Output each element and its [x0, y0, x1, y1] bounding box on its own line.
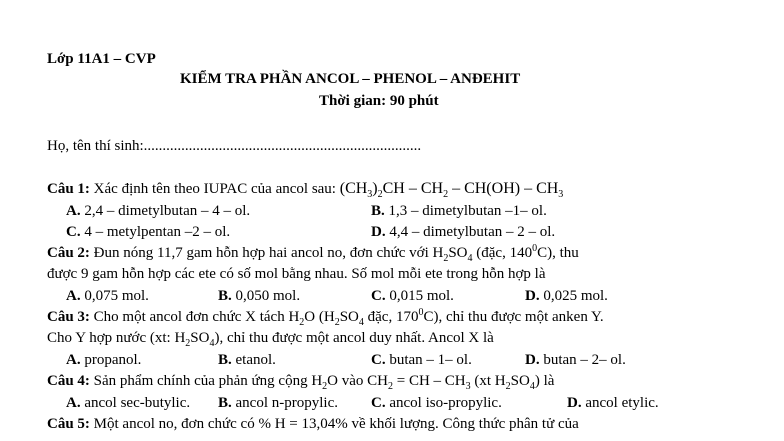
exam-time: Thời gian: 90 phút	[319, 93, 439, 109]
option-b: B. ancol n-propylic.	[218, 395, 338, 411]
option-c: C. 0,015 mol.	[371, 288, 454, 304]
question-number: Câu 3:	[47, 309, 90, 325]
question-text: Xác định tên theo IUPAC của ancol sau:	[89, 181, 340, 197]
option-a: A. ancol sec-butylic.	[66, 395, 191, 411]
question-5: Câu 5: Một ancol no, đơn chức có % H = 13,04% về khối lượng. Công thức phân tử của	[47, 416, 579, 432]
question-2: Câu 2: Đun nóng 11,7 gam hỗn hợp hai ancol no, đơn chức với $H_2SO_4$ (đặc, $140^0C$), thu	[47, 243, 579, 264]
option-a: A. 0,075 mol.	[66, 288, 149, 304]
option-a: A. propanol.	[66, 352, 142, 368]
class-label: Lớp 11A1 – CVP	[47, 51, 156, 67]
option-d: D. 4,4 – dimetylbutan – 2 – ol.	[371, 224, 556, 240]
option-d: D. butan – 2– ol.	[525, 352, 626, 368]
option-c: C. 4 – metylpentan –2 – ol.	[66, 224, 231, 240]
question-3-line-2: Cho Y hợp nước (xt: $H_2SO_4$), chỉ thu được một ancol duy nhất. Ancol X là	[47, 330, 494, 349]
student-name-line: Họ, tên thí sinh:..........................................................................	[47, 138, 422, 154]
question-number: Câu 4:	[47, 373, 90, 389]
question-number: Câu 5:	[47, 416, 90, 432]
option-c: C. butan – 1– ol.	[371, 352, 472, 368]
option-b: B. 0,050 mol.	[218, 288, 301, 304]
question-3: Câu 3: Cho một ancol đơn chức X tách $H_2O$ ($H_2SO_4$ đặc, $170^0C$), chỉ thu được một anken Y.	[47, 307, 604, 328]
exam-title: KIỂM TRA PHẦN ANCOL – PHENOL – ANĐEHIT	[180, 71, 521, 87]
question-number: Câu 1:	[47, 181, 90, 197]
option-b: B. etanol.	[218, 352, 276, 368]
question-2-line-2: được 9 gam hỗn hợp các ete có số mol bằng nhau. Số mol mỗi ete trong hỗn hợp là	[47, 266, 546, 282]
option-c: C. ancol iso-propylic.	[371, 395, 502, 411]
option-b: B. 1,3 – dimetylbutan –1– ol.	[371, 203, 547, 219]
question-4: Câu 4: Sản phẩm chính của phản ứng cộng $H_2O$ vào $CH_2$ = CH – $CH_3$ (xt $H_2SO_4$) là	[47, 373, 555, 392]
option-d: D. 0,025 mol.	[525, 288, 608, 304]
option-d: D. ancol etylic.	[567, 395, 659, 411]
question-1	[47, 179, 563, 199]
option-a: A. 2,4 – dimetylbutan – 4 – ol.	[66, 203, 251, 219]
chem-formula: $(CH_3)_2CH - CH_2 - CH(OH) - CH_3$	[339, 180, 564, 201]
question-number: Câu 2:	[47, 245, 90, 261]
